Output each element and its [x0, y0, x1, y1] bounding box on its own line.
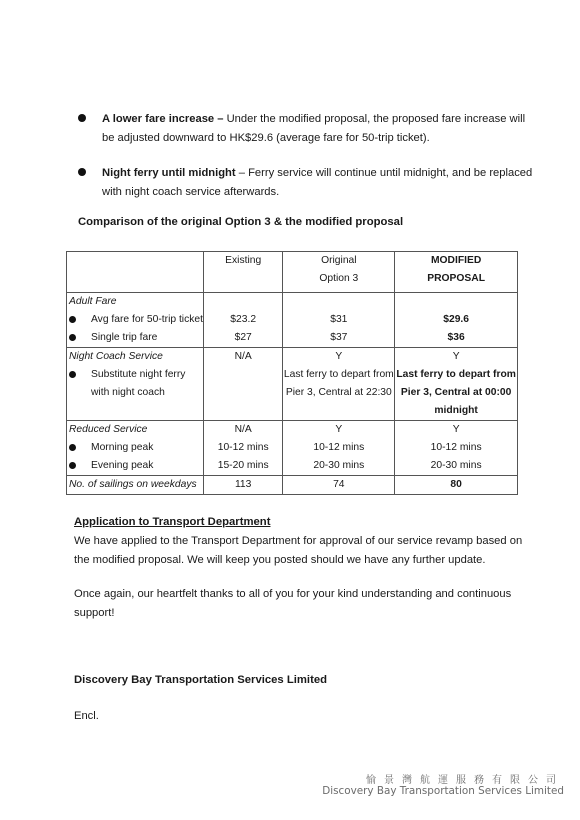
table-row-label: Morning peak	[67, 439, 203, 457]
table-row-label: Avg fare for 50-trip ticket	[67, 311, 203, 329]
cell-value: 15-20 mins	[217, 460, 269, 471]
table-row-label: Evening peak	[67, 457, 203, 475]
bullet-body: – Ferry service will continue until midnight, and be replaced with night coach service afterwards.	[102, 167, 533, 198]
header-existing: Existing	[203, 252, 282, 293]
table-group-reduced-service	[67, 421, 518, 476]
group-label: Reduced Service	[69, 424, 148, 435]
thanks-paragraph: Once again, our heartfelt thanks to all of you for your kind understanding and continuous support!	[74, 588, 512, 619]
cell-value: $31	[330, 314, 348, 325]
bullet-dot-icon	[69, 371, 76, 378]
cell-value: 10-12 mins	[313, 442, 365, 453]
footer-english-name: Discovery Bay Transportation Services Limited	[322, 785, 564, 797]
cell-value: 10-12 mins	[430, 442, 482, 453]
table-header-row	[67, 252, 518, 293]
comparison-title: Comparison of the original Option 3 & the modified proposal	[78, 216, 404, 228]
cell-value: 20-30 mins	[313, 460, 365, 471]
bullet-dot-icon	[69, 444, 76, 451]
header-original: Original Option 3	[283, 252, 395, 293]
bullet-night-ferry	[78, 164, 538, 201]
bullet-body: Under the modified proposal, the proposed fare increase will be adjusted downward to HK$29.6 (average fare for 50-trip ticket).	[102, 113, 526, 144]
cell-value: 10-12 mins	[217, 442, 269, 453]
cell-value: Y	[452, 424, 460, 435]
table-group-adult-fare	[67, 293, 518, 348]
bullet-dot-icon	[78, 168, 86, 176]
cell-value: 20-30 mins	[430, 460, 482, 471]
group-label: Adult Fare	[69, 296, 117, 307]
bullet-dot-icon	[69, 316, 76, 323]
table-row-label: Single trip fare	[67, 329, 203, 347]
table-group-sailings	[67, 476, 518, 495]
cell-value: 74	[333, 479, 345, 490]
bullet-dot-icon	[69, 334, 76, 341]
group-label: Night Coach Service	[69, 351, 163, 362]
cell-value: Y	[335, 424, 343, 435]
cell-value: N/A	[234, 351, 252, 362]
cell-value: N/A	[234, 424, 252, 435]
bullet-dot-icon	[78, 114, 86, 122]
enclosure-note: Encl.	[74, 710, 99, 722]
cell-value: $29.6	[443, 314, 470, 325]
header-blank	[67, 252, 204, 293]
cell-value: $27	[234, 332, 252, 343]
table-group-night-coach: Night Coach Service Substitute night ferry with night coach N/A Y Last ferry to depart from Pier 3, Central at 22:30 Y Last ferry to depart from Pier 3, Central at 00:00 midnight	[67, 348, 518, 421]
company-signature: Discovery Bay Transportation Services Limited	[74, 674, 328, 686]
cell-value: $23.2	[230, 314, 257, 325]
cell-value: $37	[330, 332, 348, 343]
bullet-title: A lower fare increase –	[102, 113, 224, 125]
cell-value: 80	[450, 479, 462, 490]
application-paragraph: We have applied to the Transport Department for approval of our service revamp based on the modified proposal. We will keep you posted should we have any further update.	[74, 535, 523, 566]
bullet-dot-icon	[69, 462, 76, 469]
header-modified: MODIFIED PROPOSAL	[395, 252, 518, 293]
bullet-lower-fare	[78, 110, 538, 147]
bullet-title: Night ferry until midnight	[102, 167, 236, 179]
footer-chinese-name: 愉景灣航運服務有限公司	[366, 775, 564, 786]
cell-value: $36	[447, 332, 465, 343]
application-heading: Application to Transport Department	[74, 516, 271, 528]
cell-value: 113	[234, 479, 252, 490]
cell-value: Y	[335, 351, 343, 362]
table-row-label: Substitute night ferry	[67, 366, 203, 384]
group-label: No. of sailings on weekdays	[69, 479, 197, 490]
cell-value: Y	[452, 351, 460, 362]
comparison-table	[66, 251, 518, 495]
